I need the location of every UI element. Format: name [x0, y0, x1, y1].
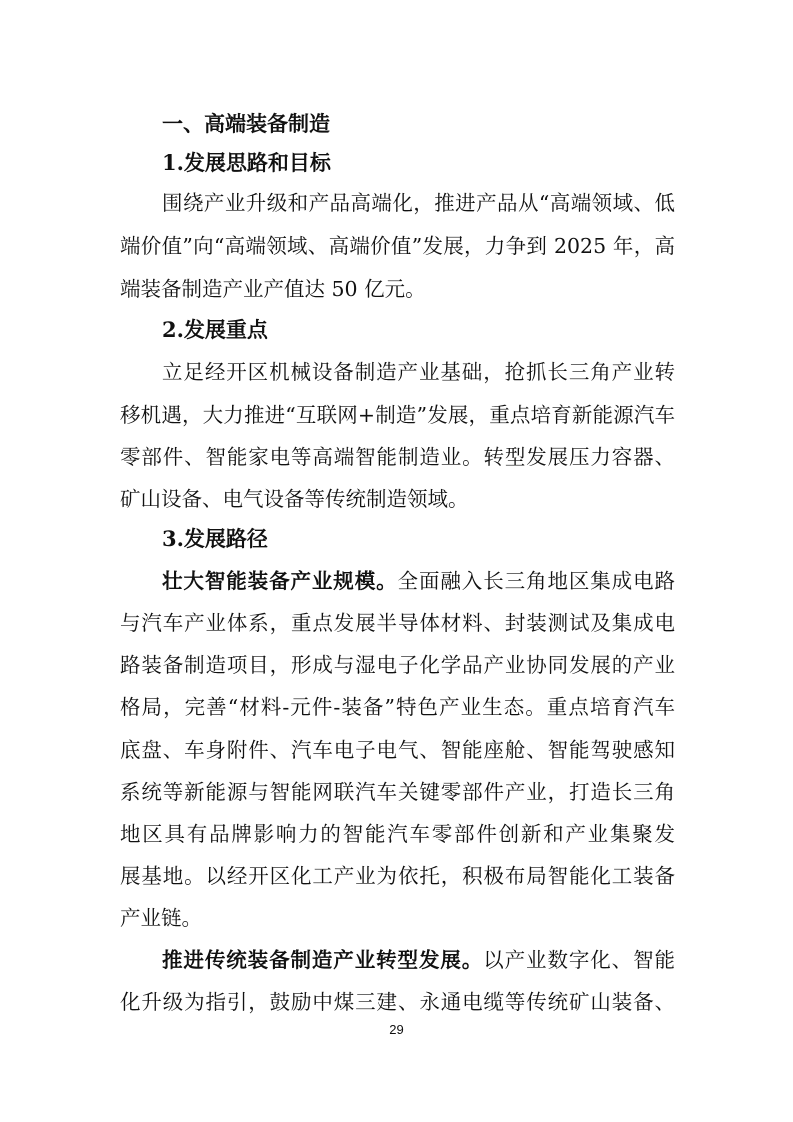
paragraph-line: 系统等新能源与智能网联汽车关键零部件产业，打造长三角	[120, 780, 675, 804]
paragraph-line: 格局，完善“材料-元件-装备”特色产业生态。重点培育汽车	[120, 695, 675, 719]
paragraph-line: 产业链。	[120, 906, 202, 930]
bold-lead: 壮大智能装备产业规模。	[162, 569, 398, 593]
paragraph-first-line	[162, 945, 675, 975]
paragraph-line: 与汽车产业体系，重点发展半导体材料、封装测试及集成电	[120, 611, 675, 635]
subsection-heading-3: 3.发展路径	[162, 526, 268, 551]
paragraph-line: 路装备制造项目，形成与湿电子化学品产业协同发展的产业	[120, 653, 675, 677]
paragraph-line: 端装备制造产业产值达 50 亿元。	[120, 277, 426, 301]
paragraph-line: 化升级为指引，鼓励中煤三建、永通电缆等传统矿山装备、	[120, 990, 675, 1014]
bold-lead: 推进传统装备制造产业转型发展。	[162, 948, 484, 972]
paragraph-line: 围绕产业升级和产品高端化，推进产品从“高端领域、低	[162, 191, 675, 215]
paragraph-line: 立足经开区机械设备制造产业基础，抢抓长三角产业转	[162, 360, 675, 384]
paragraph-line: 矿山设备、电气设备等传统制造领域。	[120, 487, 469, 511]
paragraph-line: 底盘、车身附件、汽车电子电气、智能座舱、智能驾驶感知	[120, 738, 675, 762]
paragraph-line: 端价值”向“高端领域、高端价值”发展，力争到 2025 年，高	[120, 234, 675, 258]
first-line-rest: 以产业数字化、智能	[483, 948, 676, 972]
subsection-heading-1: 1.发展思路和目标	[162, 150, 331, 175]
paragraph-line: 展基地。以经开区化工产业为依托，积极布局智能化工装备	[120, 864, 675, 888]
paragraph-line: 地区具有品牌影响力的智能汽车零部件创新和产业集聚发	[120, 822, 675, 846]
paragraph-line: 零部件、智能家电等高端智能制造业。转型发展压力容器、	[120, 445, 675, 469]
subsection-heading-2: 2.发展重点	[162, 317, 268, 342]
paragraph-first-line	[162, 566, 675, 596]
page-number: 29	[389, 1022, 404, 1037]
section-title: 一、高端装备制造	[162, 111, 330, 136]
first-line-rest: 全面融入长三角地区集成电路	[397, 569, 676, 593]
paragraph-line: 移机遇，大力推进“互联网+制造”发展，重点培育新能源汽车	[120, 403, 675, 427]
